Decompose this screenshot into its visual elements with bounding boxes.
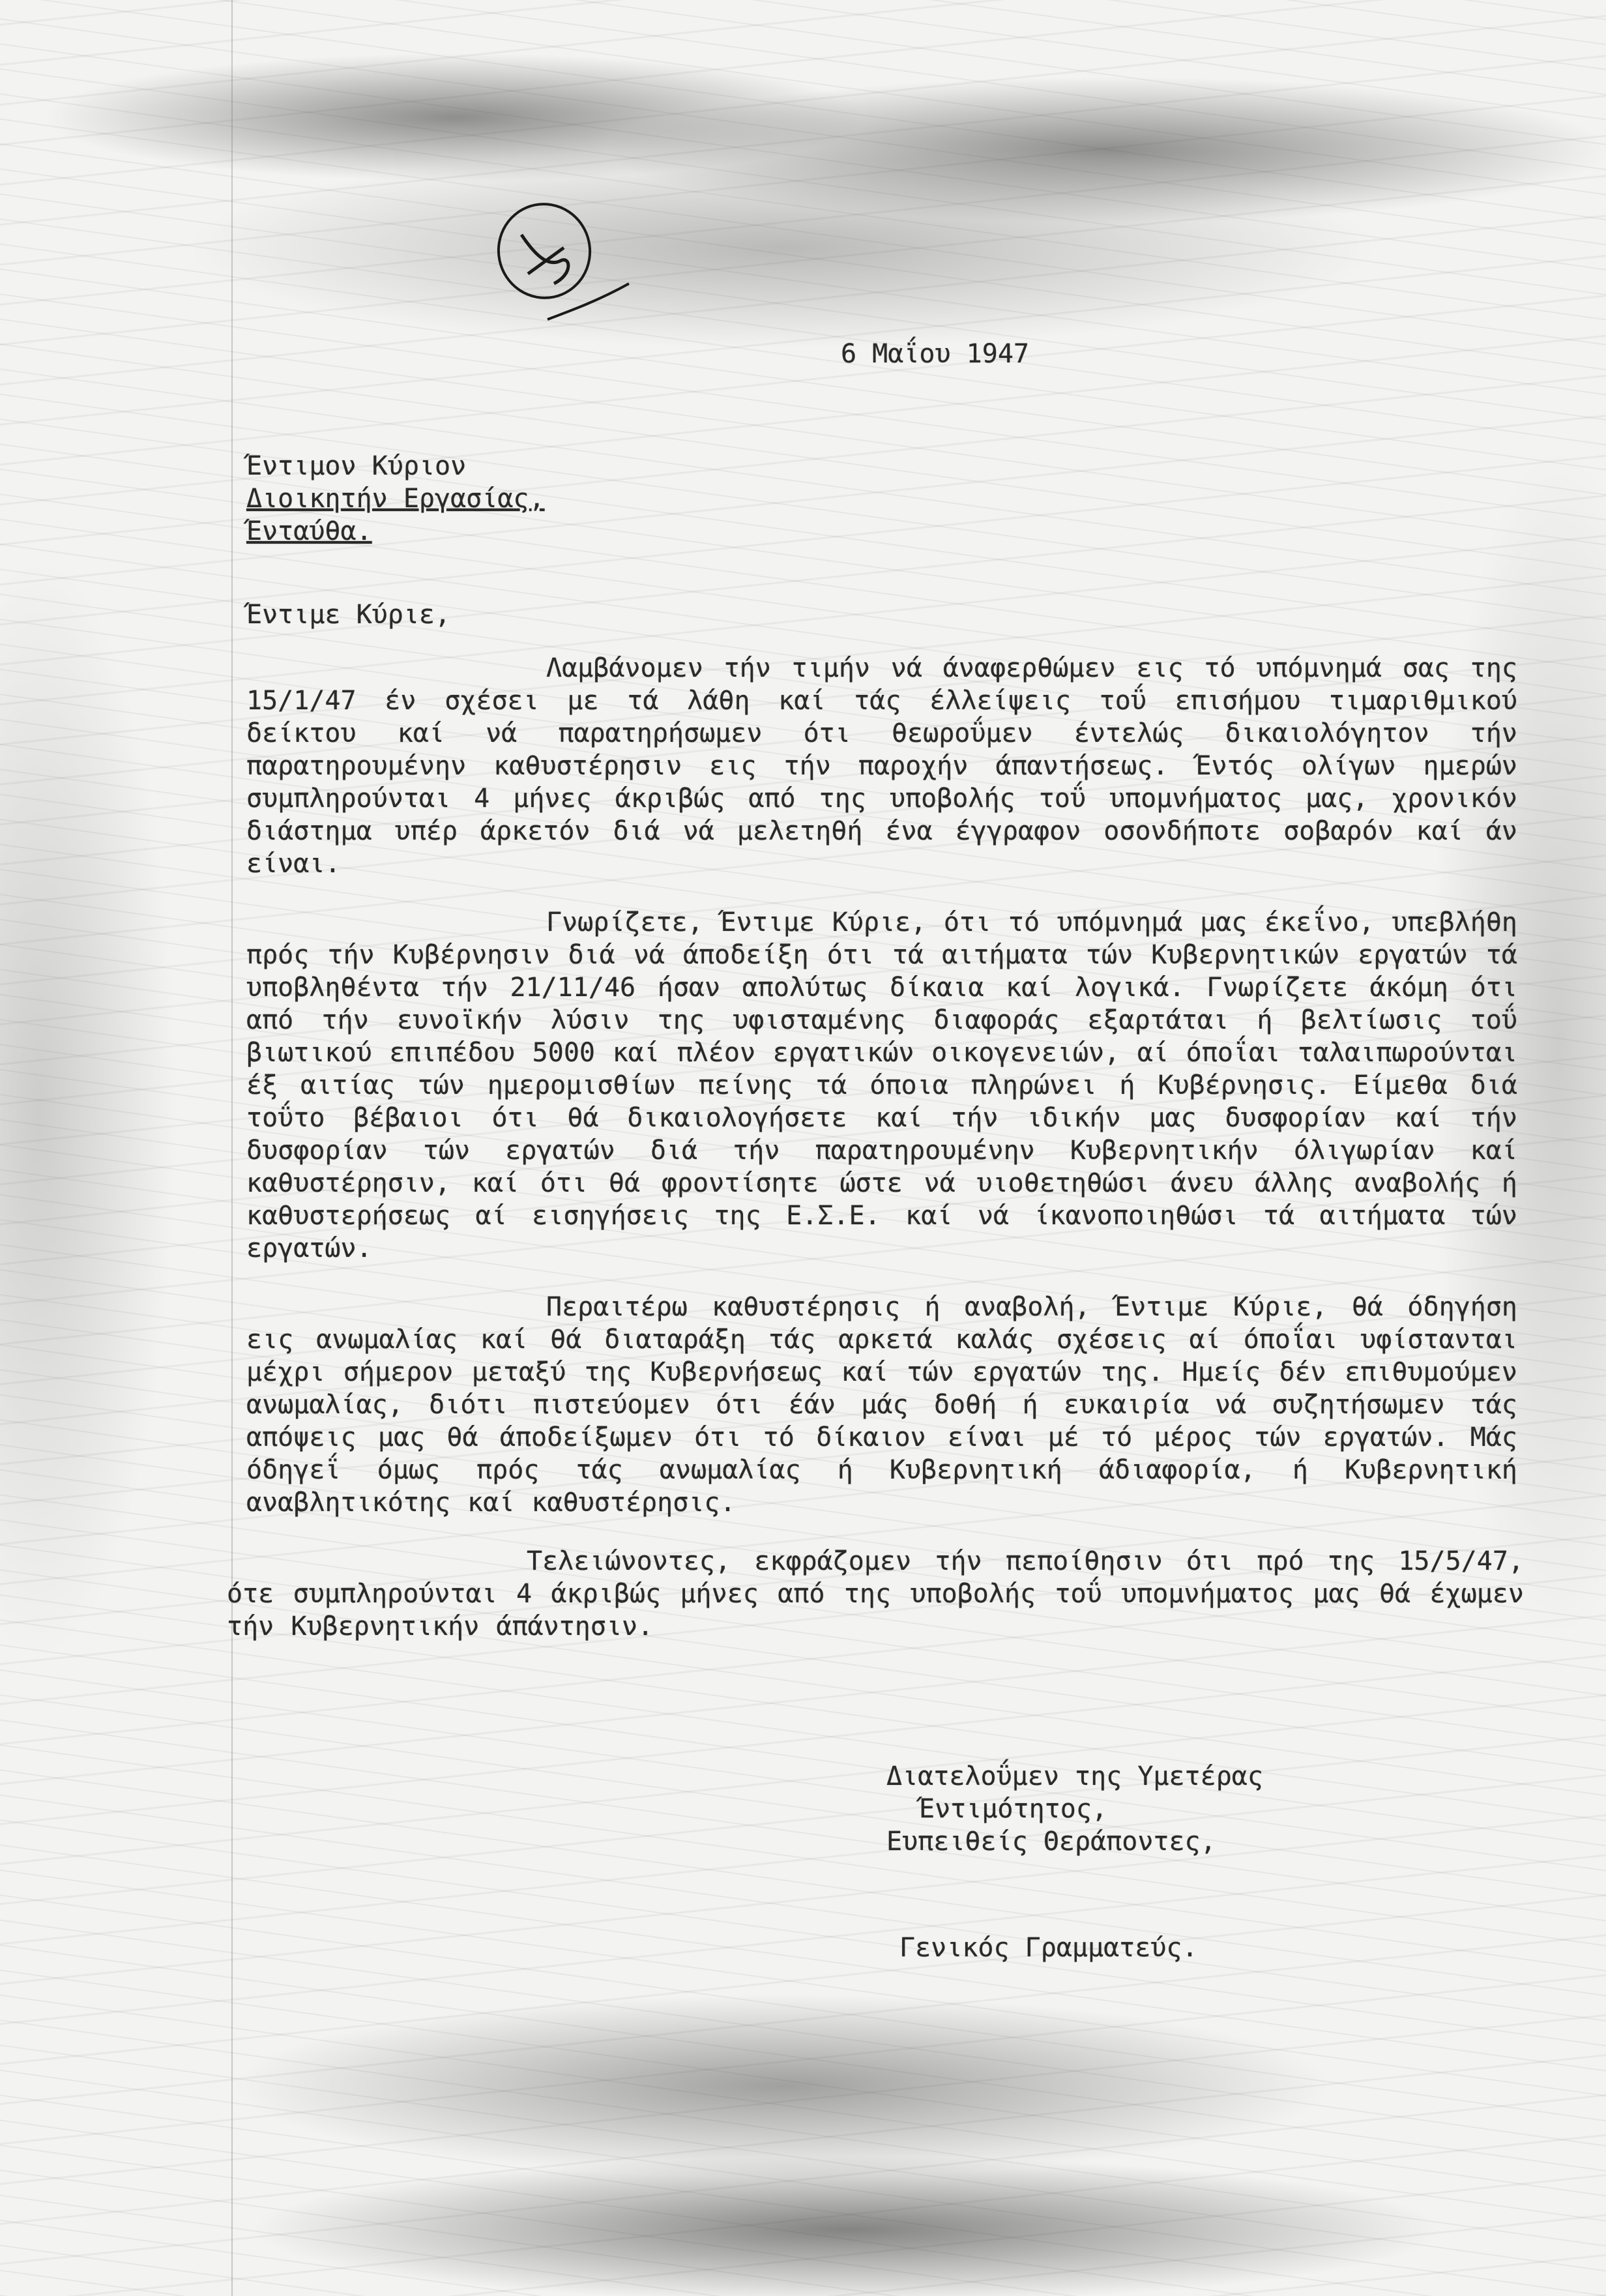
letter-body xyxy=(227,652,1524,1669)
salutation: Έντιμε Κύριε, xyxy=(246,600,451,630)
recipient-block xyxy=(246,450,545,548)
signature-title: Γενικός Γραμματεύς. xyxy=(899,1933,1198,1963)
paragraph-1: Λαμβάνομεν τήν τιμήν νά άναφερθώμεν εις τό υπόμνημά σας της 15/1/47 έν σχέσει με τά λάθη καί τάς έλλείψεις τοΰ επισήμου τιμαριθμικού δείκτου καί νά παρατηρήσωμεν ότι θεωροΰμεν έντελώς δικαιολόγητον τήν παρατηρουμένην καθυστέρησιν εις τήν παροχήν άπαντήσεως. Έντός ολίγων ημερών συμπληρούνται 4 μήνες άκριβώς από της υποβολής τοΰ υπομνήματος μας, χρονικόν διάστημα υπέρ άρκετόν διά νά μελετηθή ένα έγγραφον οσονδήποτε σοβαρόν καί άν είναι. xyxy=(246,653,1517,879)
recipient-line-1: Έντιμον Κύριον xyxy=(246,451,467,481)
closing-line-2: Έντιμότητος, xyxy=(919,1794,1107,1824)
paragraph-3: Περαιτέρω καθυστέρησις ή αναβολή, Έντιμε Κύριε, θά όδηγήση εις ανωμαλίας καί θά διαταράξη τάς αρκετά καλάς σχέσεις αί όποΐαι υφίστανται μέχρι σήμερον μεταξύ της Κυβερνήσεως καί τών εργατών της. Ημείς δέν επιθυμούμεν ανωμαλίας, διότι πιστεύομεν ότι έάν μάς δοθή ή ευκαιρία νά συζητήσωμεν τάς απόψεις μας θά άποδείξωμεν ότι τό δίκαιον είναι μέ τό μέρος τών εργατών. Μάς όδηγεΐ όμως πρός τάς ανωμαλίας ή Κυβερνητική άδιαφορία, ή Κυβερνητική αναβλητικότης καί καθυστέρησις. xyxy=(246,1292,1517,1518)
recipient-line-3: Ένταύθα. xyxy=(246,516,372,546)
handwritten-mark-icon xyxy=(482,196,639,339)
closing-line-1: Διατελοΰμεν της Υμετέρας xyxy=(886,1761,1263,1791)
closing-block xyxy=(886,1760,1263,1858)
paragraph-4: Τελειώνοντες, εκφράζομεν τήν πεποίθησιν ότι πρό της 15/5/47, ότε συμπληρούνται 4 άκριβώς μήνες από της υποβολής τοΰ υπομνήματος μας θά έχωμεν τήν Κυβερνητικήν άπάντησιν. xyxy=(227,1546,1524,1641)
recipient-line-2: Διοικητήν Εργασίας, xyxy=(246,484,545,514)
closing-line-3: Ευπειθείς Θεράποντες, xyxy=(886,1827,1216,1857)
letter-date: 6 Μαΐου 1947 xyxy=(841,339,1029,369)
paragraph-2: Γνωρίζετε, Έντιμε Κύριε, ότι τό υπόμνημά μας έκεΐνο, υπεβλήθη πρός τήν Κυβέρνησιν διά νά άποδείξη ότι τά αιτήματα τών Κυβερνητικών εργατών τά υποβληθέντα τήν 21/11/46 ήσαν απολύτως δίκαια καί λογικά. Γνωρίζετε άκόμη ότι από τήν ευνοϊκήν λύσιν της υφισταμένης διαφοράς εξαρτάται ή βελτίωσις τοΰ βιωτικού επιπέδου 5000 καί πλέον εργατικών οικογενειών, αί όποΐαι ταλαιπωρούνται έξ αιτίας τών ημερομισθίων πείνης τά όποια πληρώνει ή Κυβέρνησις. Είμεθα διά τοΰτο βέβαιοι ότι θά δικαιολογήσετε καί τήν ιδικήν μας δυσφορίαν καί τήν δυσφορίαν τών εργατών διά τήν παρατηρουμένην Κυβερνητικήν όλιγωρίαν καί καθυστέρησιν, καί ότι θά φροντίσητε ώστε νά υιοθετηθώσι άνευ άλλης αναβολής ή καθυστερήσεως αί εισηγήσεις της Ε.Σ.Ε. καί νά ίκανοποιηθώσι τά αιτήματα τών εργατών. xyxy=(246,907,1517,1263)
